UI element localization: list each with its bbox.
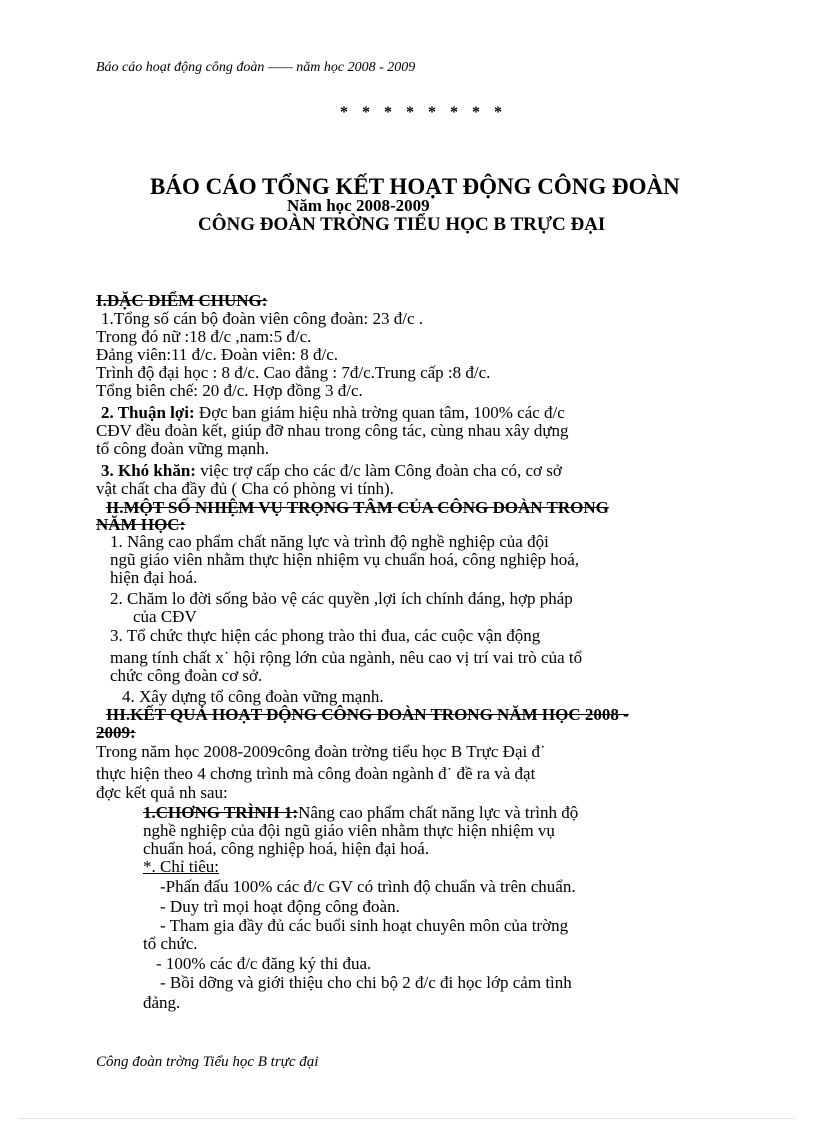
text-line: đảng. <box>143 993 181 1012</box>
text-line: chuẩn hoá, công nghiệp hoá, hiện đại hoá. <box>143 839 430 858</box>
text-line: chức công đoàn cơ sở. <box>110 666 263 685</box>
text-line: tổ công đoàn vững mạnh. <box>96 439 270 458</box>
target-item: - 100% các đ/c đăng ký thi đua. <box>156 954 372 973</box>
text-line: tổ chức. <box>143 934 198 953</box>
text-line: Tổng biên chế: 20 đ/c. Hợp đồng 3 đ/c. <box>96 381 363 400</box>
text-line: hiện đại hoá. <box>110 568 198 587</box>
difficulties-line <box>101 462 562 480</box>
advantages-label: 2. Thuận lợi: <box>101 403 195 422</box>
text-line: Trong năm học 2008-2009công đoàn trờng tiểu học B Trực Đại đ˙ <box>96 742 546 761</box>
text-line: của CĐV <box>133 607 197 626</box>
advantages-line <box>101 404 565 422</box>
list-item: 3. Tổ chức thực hiện các phong trào thi đua, các cuộc vận động <box>110 626 541 645</box>
report-organization: CÔNG ĐOÀN TRỜNG TIỂU HỌC B TRỰC ĐẠI <box>198 214 606 235</box>
target-item: - Tham gia đầy đủ các buổi sinh hoạt chuyên môn của trờng <box>160 916 569 935</box>
section-3-heading-cont: 2009: <box>96 723 136 742</box>
section-1-heading: I.ĐẶC ĐIỂM CHUNG: <box>96 291 268 310</box>
target-item: -Phấn đấu 100% các đ/c GV có trình độ chuẩn và trên chuẩn. <box>160 877 576 896</box>
list-item: 4. Xây dựng tổ công đoàn vững mạnh. <box>122 687 384 706</box>
text-line: vật chất cha đầy đủ ( Cha có phòng vi tính). <box>96 479 394 498</box>
text-line: đợc kết quả nh sau: <box>96 783 228 802</box>
section-3-heading: III.KẾT QUẢ HOẠT ĐỘNG CÔNG ĐOÀN TRONG NĂM HỌC 2008 - <box>106 705 629 724</box>
list-item: 2. Chăm lo đời sống bảo vệ các quyền ,lợi ích chính đáng, hợp pháp <box>110 589 573 608</box>
section-2-heading: II.MỘT SỐ NHIỆM VỤ TRỌNG TÂM CỦA CÔNG ĐOÀN TRONG <box>106 498 609 517</box>
program-1-text: Nâng cao phẩm chất năng lực và trình độ <box>298 803 579 822</box>
text-line: 1.Tổng số cán bộ đoàn viên công đoàn: 23 đ/c . <box>101 309 423 328</box>
target-item: - Duy trì mọi hoạt động công đoàn. <box>160 897 400 916</box>
advantages-text: Đợc ban giám hiệu nhà trờng quan tâm, 100% các đ/c <box>194 403 565 422</box>
page-bottom-border <box>20 1118 796 1119</box>
program-1-line <box>143 804 578 822</box>
text-line: Đảng viên:11 đ/c. Đoàn viên: 8 đ/c. <box>96 345 339 364</box>
page-header: Báo cáo hoạt động công đoàn —— năm học 2008 - 2009 <box>96 60 416 75</box>
text-line: mang tính chất x˙ hội rộng lớn của ngành, nêu cao vị trí vai trò của tổ <box>110 648 583 667</box>
text-line: nghề nghiệp của đội ngũ giáo viên nhằm thực hiện nhiệm vụ <box>143 821 555 840</box>
section-2-heading-cont: NĂM HỌC: <box>96 515 186 534</box>
program-1-label: 1.CHƠNG TRÌNH 1: <box>143 803 299 822</box>
report-year: Năm học 2008-2009 <box>287 196 430 215</box>
difficulties-text: việc trợ cấp cho các đ/c làm Công đoàn cha có, cơ sở <box>195 461 562 480</box>
difficulties-label: 3. Khó khăn: <box>101 461 196 480</box>
star-divider: * * * * * * * * <box>340 104 507 121</box>
targets-heading: *. Chỉ tiêu: <box>143 857 220 876</box>
text-line: ngũ giáo viên nhằm thực hiện nhiệm vụ chuẩn hoá, công nghiệp hoá, <box>110 550 580 569</box>
target-item: - Bồi dỡng và giới thiệu cho chi bộ 2 đ/c đi học lớp cảm tình <box>160 973 572 992</box>
text-line: Trình độ đại học : 8 đ/c. Cao đẳng : 7đ/c.Trung cấp :8 đ/c. <box>96 363 491 382</box>
text-line: thực hiện theo 4 chơng trình mà công đoàn ngành đ˙ đề ra và đạt <box>96 764 536 783</box>
report-title: BÁO CÁO TỔNG KẾT HOẠT ĐỘNG CÔNG ĐOÀN <box>150 174 680 199</box>
text-line: CĐV đều đoàn kết, giúp đỡ nhau trong công tác, cùng nhau xây dựng <box>96 421 569 440</box>
text-line: Trong đó nữ :18 đ/c ,nam:5 đ/c. <box>96 327 312 346</box>
list-item: 1. Nâng cao phẩm chất năng lực và trình độ nghề nghiệp của đội <box>110 532 549 551</box>
page-footer: Công đoàn trờng Tiểu học B trực đại <box>96 1054 319 1070</box>
